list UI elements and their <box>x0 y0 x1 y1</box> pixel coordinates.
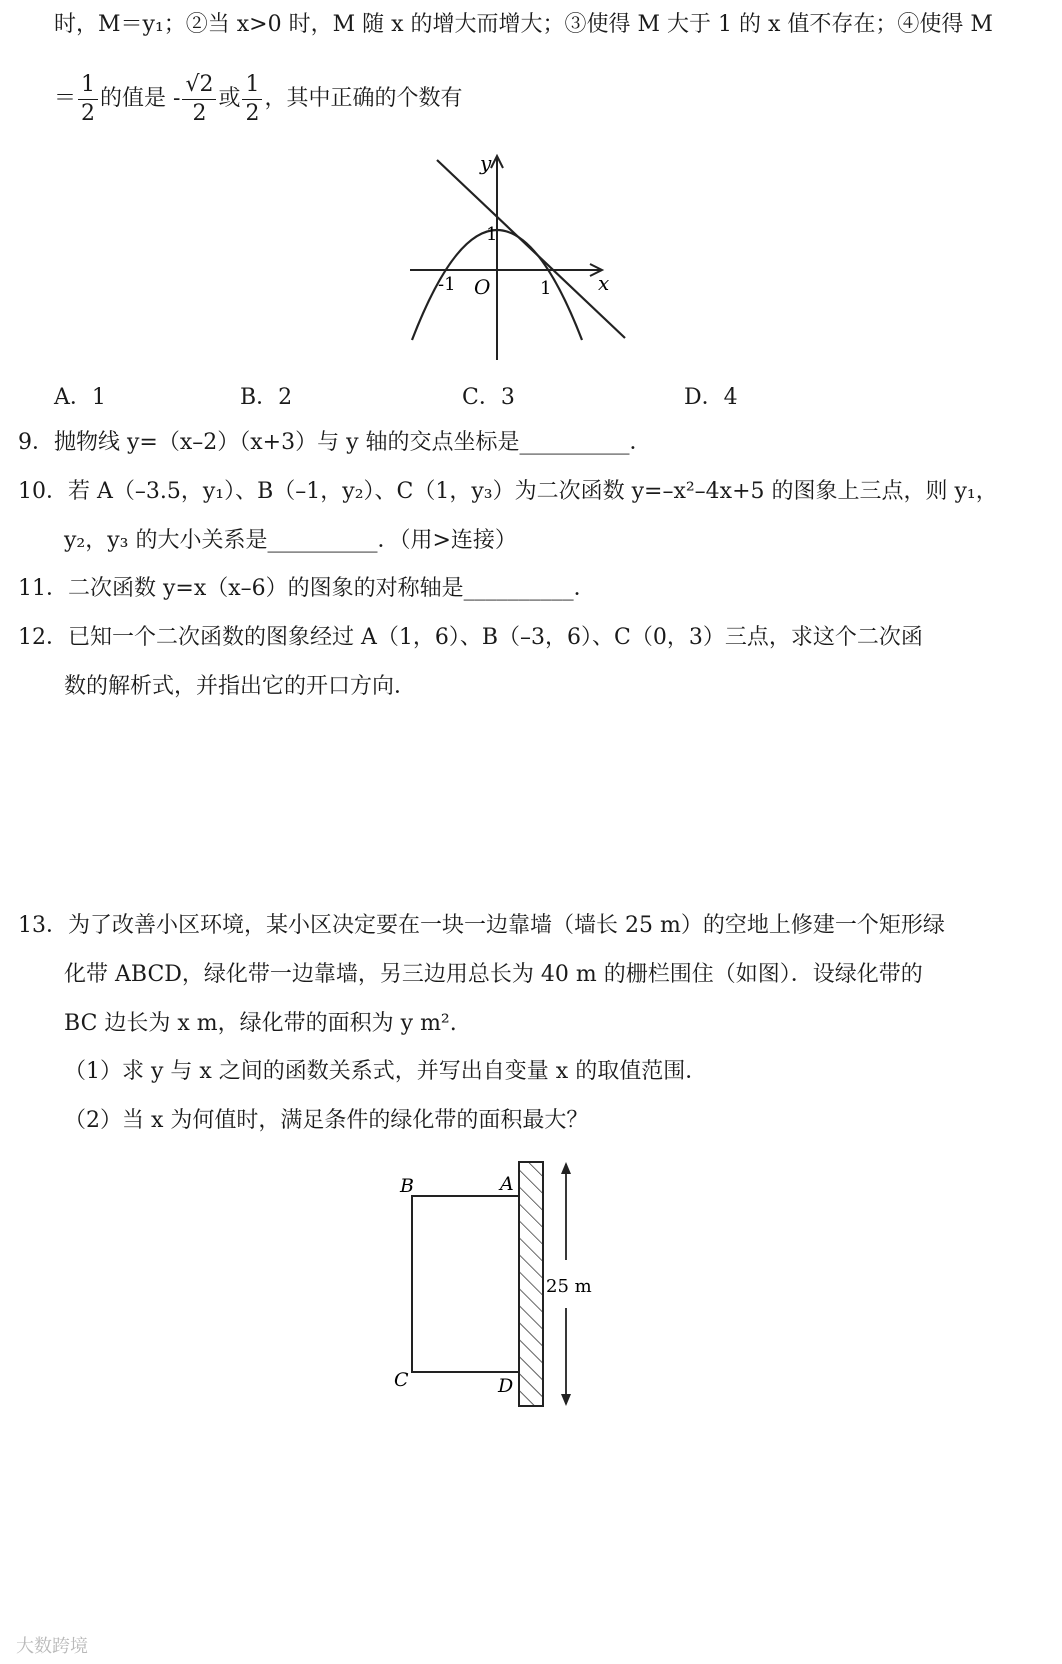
choice-c: C．3 <box>462 385 515 410</box>
y-axis-label: y <box>480 151 492 175</box>
rectangle-abcd <box>412 1196 519 1372</box>
label-c: C <box>394 1369 409 1391</box>
question-13-part-2: （2）当 x 为何值时，满足条件的绿化带的面积最大？ <box>64 1108 589 1133</box>
neg-one-label: -1 <box>438 274 456 295</box>
question-13-line-2: 化带 ABCD，绿化带一边靠墙，另三边用总长为 40 m 的栅栏围住（如图）．设绿化带的 <box>64 962 923 987</box>
arrow-up <box>561 1162 571 1174</box>
parabola-graph <box>400 148 640 368</box>
arrow-down <box>561 1394 571 1406</box>
question-12-line-1: 12．已知一个二次函数的图象经过 A（1，6）、B（–3，6）、C（0，3）三点，求这个二次函 <box>18 625 923 650</box>
value-text: 的值是 - <box>100 86 181 111</box>
fraction-half: $\frac{1}{2}$ <box>78 74 98 125</box>
question-9: 9．抛物线 y=（x–2）（x+3）与 y 轴的交点坐标是__________． <box>18 430 652 455</box>
question-10-line-2: y₂，y₃ 的大小关系是__________．（用>连接） <box>64 528 517 553</box>
question-10-line-1: 10．若 A（–3.5，y₁）、B（–1，y₂）、C（1，y₃）为二次函数 y=–x²–4x+5 的图象上三点，则 y₁， <box>18 479 998 504</box>
or-text: 或 <box>218 86 241 111</box>
wall-length-label: 25 m <box>546 1276 592 1297</box>
choice-a: A．1 <box>54 385 106 410</box>
fraction-half-2: $\frac{1}{2}$ <box>242 74 262 125</box>
label-a: A <box>500 1173 514 1195</box>
question-tail: ，其中正确的个数有 <box>264 86 463 111</box>
question-13-line-1: 13．为了改善小区环境，某小区决定要在一块一边靠墙（墙长 25 m）的空地上修建一个矩形绿 <box>18 913 945 938</box>
question-13-line-3: BC 边长为 x m，绿化带的面积为 y m². <box>64 1011 457 1036</box>
watermark: 大数跨境 <box>16 1636 88 1657</box>
choice-d: D．4 <box>684 385 738 410</box>
label-b: B <box>400 1175 414 1197</box>
equals-sign: ＝ <box>54 86 77 111</box>
question-13-part-1: （1）求 y 与 x 之间的函数关系式，并写出自变量 x 的取值范围． <box>64 1059 708 1084</box>
x-axis-label: x <box>598 271 610 295</box>
question-12-line-2: 数的解析式，并指出它的开口方向． <box>64 674 417 699</box>
y-intercept-label: 1 <box>486 224 498 245</box>
x-one-label: 1 <box>540 278 552 299</box>
q8-line-2 <box>54 72 463 126</box>
choice-b: B．2 <box>240 385 293 410</box>
line-graph <box>437 160 625 338</box>
green-belt-figure <box>380 1150 620 1420</box>
label-d: D <box>498 1375 514 1397</box>
q8-line-1: 时，M＝y₁；②当 x>0 时，M 随 x 的增大而增大；③使得 M 大于 1 的 x 值不存在；④使得 M <box>54 12 993 37</box>
wall <box>519 1162 543 1406</box>
question-11: 11．二次函数 y=x（x–6）的图象的对称轴是__________． <box>18 576 596 601</box>
fraction-sqrt2-over-2: $\frac{√2}{2}$ <box>182 74 216 125</box>
origin-label: O <box>474 275 491 299</box>
